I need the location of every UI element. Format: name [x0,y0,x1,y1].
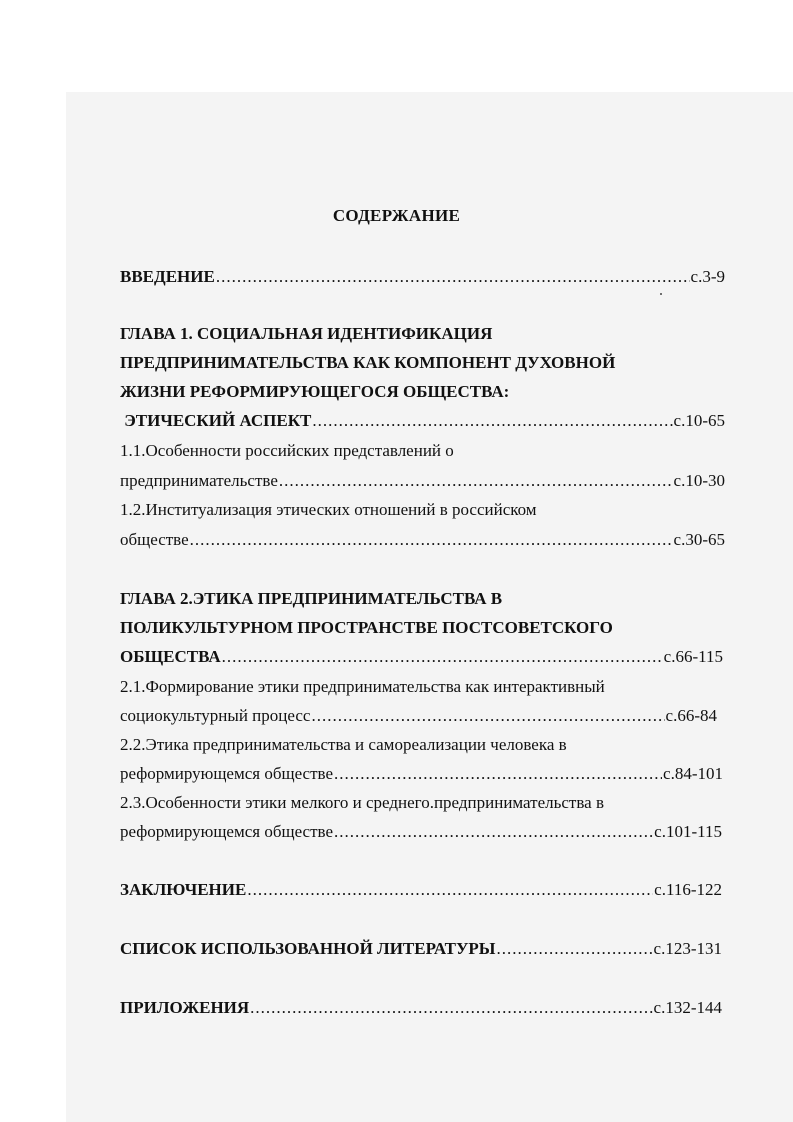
toc-entry-label: обществе [120,530,189,549]
dot-leader [279,469,673,493]
toc-entry-page: с.123-131 [653,939,722,958]
dot-leader [250,996,652,1020]
toc-entry-label: ЭТИЧЕСКИЙ АСПЕКТ [120,411,312,430]
toc-entry-section-2-2 [120,762,723,786]
toc-entry-page: с.66-115 [663,647,723,666]
chapter-1-heading-line-1: ГЛАВА 1. СОЦИАЛЬНАЯ ИДЕНТИФИКАЦИЯ [120,324,493,343]
dot-leader [334,762,662,786]
dot-leader [216,265,690,289]
dot-leader [334,820,653,844]
toc-entry-label: ВВЕДЕНИЕ [120,267,215,286]
toc-entry-page: с.132-144 [653,998,722,1017]
toc-entry-bibliography [120,937,722,961]
toc-entry-appendix [120,996,722,1020]
toc-entry-label: СПИСОК ИСПОЛЬЗОВАННОЙ ЛИТЕРАТУРЫ [120,939,496,958]
section-2-3-line-1: 2.3.Особенности этики мелкого и среднего.предпринимательства в [120,793,604,812]
toc-entry-section-2-3 [120,820,722,844]
toc-entry-section-2-1 [120,704,717,728]
toc-entry-page: с.10-65 [673,411,725,430]
dot-leader [247,878,653,902]
section-2-1-line-1: 2.1.Формирование этики предпринимательства как интерактивный [120,677,605,696]
chapter-2-heading-line-1: ГЛАВА 2.ЭТИКА ПРЕДПРИНИМАТЕЛЬСТВА В [120,589,503,608]
chapter-1-heading-line-3: ЖИЗНИ РЕФОРМИРУЮЩЕГОСЯ ОБЩЕСТВА: [120,382,510,401]
dot-leader [497,937,653,961]
dot-leader [222,645,663,669]
toc-entry-page: с.3-9 [690,267,725,286]
toc-entry-page: с.30-65 [673,530,725,549]
toc-entry-page: с.101-115 [654,822,722,841]
toc-entry-section-1-1 [120,469,725,493]
toc-entry-page: с.116-122 [654,880,722,899]
toc-entry-conclusion [120,878,722,902]
toc-entry-chapter-1 [120,409,725,433]
toc-entry-page: с.10-30 [673,471,725,490]
dot-leader [190,528,673,552]
page-title: СОДЕРЖАНИЕ [332,206,461,225]
chapter-2-heading-line-2: ПОЛИКУЛЬТУРНОМ ПРОСТРАНСТВЕ ПОСТСОВЕТСКОГО [120,618,613,637]
toc-entry-page: с.84-101 [663,764,723,783]
toc-entry-section-1-2 [120,528,725,552]
dot-leader [311,704,664,728]
toc-entry-label: реформирующемся обществе [120,764,334,783]
toc-entry-label: ЗАКЛЮЧЕНИЕ [120,880,247,899]
section-1-1-line-1: 1.1.Особенности российских представлений о [120,441,454,460]
toc-entry-label: ПРИЛОЖЕНИЯ [120,998,250,1017]
scan-speck [660,293,662,295]
section-1-2-line-1: 1.2.Институализация этических отношений в российском [120,500,537,519]
toc-entry-label: социокультурный процесс [120,706,311,725]
toc-entry-page: с.66-84 [665,706,717,725]
section-2-2-line-1: 2.2.Этика предпринимательства и самореализации человека в [120,735,567,754]
dot-leader [312,409,672,433]
toc-entry-label: реформирующемся обществе [120,822,334,841]
toc-entry-label: предпринимательстве [120,471,278,490]
chapter-1-heading-line-2: ПРЕДПРИНИМАТЕЛЬСТВА КАК КОМПОНЕНТ ДУХОВНОЙ [120,353,616,372]
toc-entry-label: ОБЩЕСТВА [120,647,221,666]
toc-entry-introduction [120,265,725,289]
toc-entry-chapter-2 [120,645,723,669]
